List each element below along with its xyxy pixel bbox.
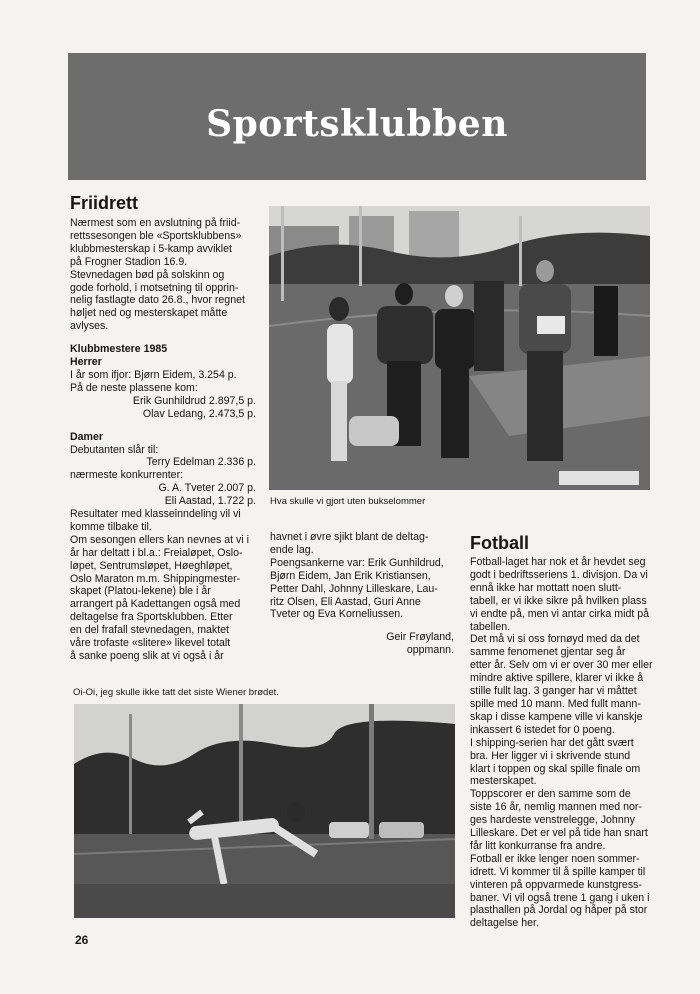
text-line: våre trofaste «slitere» likevel totalt — [70, 637, 231, 650]
text-line: vi endte på, men vi antar cirka midt på — [470, 607, 650, 620]
text-line: Nærmest som en avslutning på friid- — [70, 217, 241, 229]
text-line: tabell, er vi ikke sikre på hvilken plass — [470, 594, 647, 607]
text-line: ges hardeste venstrelegge, Johnny — [470, 814, 635, 827]
text-line: spille med 10 mann. Med fullt mann- — [470, 697, 641, 710]
text-line: Debutanten slår til: — [70, 443, 159, 456]
klubbmestere-heading: Klubbmestere 1985 — [70, 343, 168, 356]
friidrett-continuation — [270, 531, 454, 657]
result-line: Terry Edelman 2.336 p. — [146, 456, 256, 469]
text-line: Fotball-laget har nok et år hevdet seg — [470, 556, 646, 568]
text-line: samme fenomenet gjentar seg år — [470, 646, 626, 659]
text-line: skap i disse kampene ville vi kanskje — [470, 710, 643, 723]
fotball-column — [470, 556, 654, 930]
page-number: 26 — [75, 933, 89, 947]
text-line: Lilleskare. Det er vel på tide han snart — [470, 827, 648, 840]
text-line: havnet i øvre sjikt blant de deltag- — [270, 531, 429, 543]
photo-caption-top: Hva skulle vi gjort uten bukselommer — [270, 496, 426, 507]
text-line: Om sesongen ellers kan nevnes at vi i — [70, 533, 250, 546]
text-line: vinteren på oppvarmede kunstgress- — [470, 878, 642, 891]
result-line: Eli Aastad, 1.722 p. — [164, 495, 256, 508]
text-line: løpet, Sentrumsløpet, Høeghløpet, — [70, 559, 233, 572]
text-line: etter år. Selv om vi er over 30 mer eller — [470, 659, 653, 672]
text-line: mindre aktive spillere, klarer vi ikke å — [470, 672, 644, 685]
text-line: inkassert 6 istedet for 0 poeng. — [470, 723, 615, 736]
text-line: får litt konkurranse fra andre. — [470, 839, 606, 852]
text-line: skapet (Platou-lekene) ble i år — [70, 585, 211, 598]
text-line: Poengsankerne var: Erik Gunhildrud, — [270, 556, 444, 569]
text-line: klart i toppen og skal spille finale om — [470, 762, 641, 775]
fotball-heading: Fotball — [470, 533, 529, 553]
text-line: På de neste plassene kom: — [70, 381, 198, 394]
text-line: arrangert på Kadettangen også med — [70, 598, 241, 611]
text-line: ritz Olsen, Eli Aastad, Guri Anne — [270, 595, 421, 608]
friidrett-heading: Friidrett — [70, 193, 139, 213]
damer-heading: Damer — [70, 430, 103, 443]
text-line: siste 16 år, nemlig mannen med nor- — [470, 801, 642, 814]
text-line: Resultater med klasseinndeling vil vi — [70, 508, 241, 521]
title-banner — [68, 53, 646, 180]
herrer-heading: Herrer — [70, 356, 102, 369]
text-line: år har deltatt i bl.a.: Freialøpet, Oslo- — [70, 546, 243, 559]
text-line: I år som ifjor: Bjørn Eidem, 3.254 p. — [70, 368, 237, 381]
text-line: godt i bedriftsseriens 1. divisjon. Da vi — [470, 568, 648, 581]
text-line: nærmeste konkurrenter: — [70, 469, 184, 482]
signature-line: oppmann. — [406, 644, 454, 657]
page-title: Sportsklubben — [206, 102, 508, 145]
group-photo — [269, 206, 650, 490]
text-line: gode forhold, i motsetning til opprin- — [70, 281, 239, 294]
text-line: Bjørn Eidem, Jan Erik Kristiansen, — [270, 569, 431, 582]
high-jump-photo — [74, 704, 455, 918]
text-line: Petter Dahl, Johnny Lilleskare, Lau- — [270, 582, 438, 595]
result-line: Olav Ledang, 2.473,5 p. — [142, 407, 256, 420]
text-line: en del frafall stevnedagen, maktet — [70, 624, 230, 637]
text-line: Det må vi si oss fornøyd med da det — [470, 633, 640, 646]
text-line: komme tilbake til. — [70, 520, 152, 533]
text-line: Toppscorer er den samme som de — [470, 788, 631, 801]
text-line: deltagelse fra Sportsklubben. Etter — [70, 611, 233, 624]
text-line: klubbmesterskap i 5-kamp avviklet — [70, 242, 232, 255]
text-line: å sanke poeng slik at vi også i år — [70, 650, 224, 662]
text-line: I shipping-serien har det gått svært — [470, 736, 634, 749]
text-line: rettssesongen ble «Sportsklubbens» — [70, 229, 242, 242]
text-line: baner. Vi vil også trene 1 gang i uken i — [470, 891, 650, 904]
text-line: på Frogner Stadion 16.9. — [70, 255, 188, 268]
text-line: ende lag. — [270, 543, 314, 556]
text-line: nelig fastlagte dato 26.8., hvor regnet — [70, 294, 245, 307]
text-line: Tveter og Eva Korneliussen. — [270, 608, 404, 621]
text-line: Stevnedagen bød på solskinn og — [70, 268, 225, 281]
text-line: deltagelse her. — [470, 917, 539, 930]
friidrett-intro — [70, 217, 256, 333]
text-line: Oslo Maraton m.m. Shippingmester- — [70, 572, 241, 585]
text-line: bra. Her ligger vi i skrivende stund — [470, 749, 631, 762]
text-line: idrett. Vi kommer til å spille kamper til — [470, 865, 646, 878]
text-line: avlyses. — [70, 320, 109, 333]
friidrett-column — [70, 217, 256, 663]
text-line: mesterskapet. — [470, 775, 537, 788]
text-line: plasthallen på Jordal og håper på stor — [470, 904, 648, 917]
photo-caption-bottom: Oi-Oi, jeg skulle ikke tatt det siste Wiener brødet. — [73, 687, 279, 698]
text-line: stille fullt lag. 3 ganger har vi måttet — [470, 685, 637, 698]
result-line: G. A. Tveter 2.007 p. — [158, 482, 256, 495]
text-line: Fotball er ikke lenger noen sommer- — [470, 852, 640, 865]
text-line: høljet ned og mesterskapet måtte — [70, 307, 228, 320]
text-line: ennå ikke har mottatt noen slutt- — [470, 581, 622, 594]
result-line: Erik Gunhildrud 2.897,5 p. — [132, 394, 256, 407]
signature-line: Geir Frøyland, — [386, 631, 454, 644]
text-line: tabellen. — [470, 620, 511, 633]
